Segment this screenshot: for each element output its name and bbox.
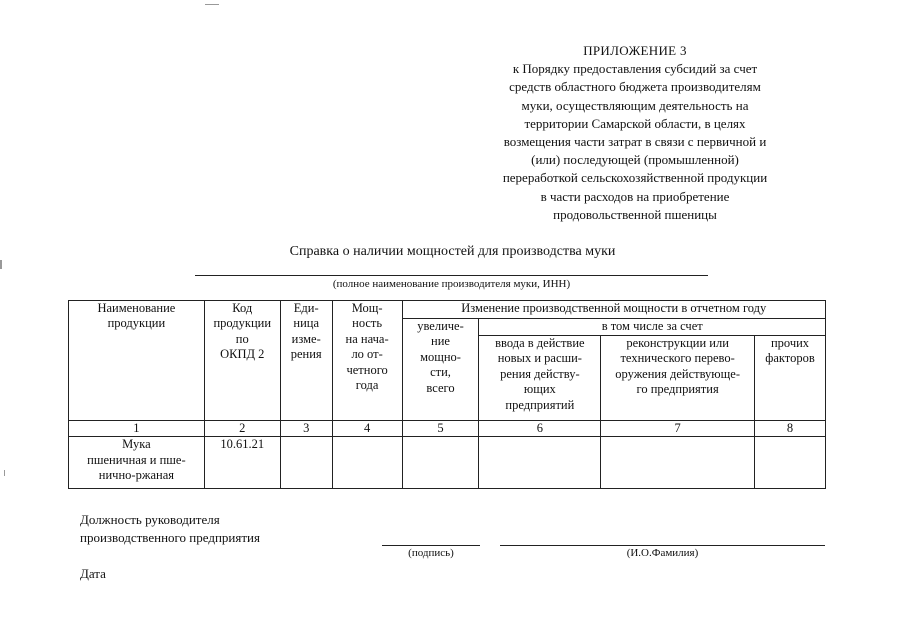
full-name-line[interactable] — [500, 545, 825, 546]
header-code: Код продукции по ОКПД 2 — [204, 301, 280, 421]
column-number: 3 — [280, 421, 332, 437]
header-change-group: Изменение производственной мощности в отчетном году — [402, 301, 825, 319]
header-increase-total: увеличе- ние мощно- сти, всего — [402, 319, 479, 421]
column-number-row — [69, 421, 826, 437]
producer-name-caption: (полное наименование производителя муки, ИНН) — [332, 278, 571, 290]
table-row — [69, 437, 826, 489]
column-number: 7 — [601, 421, 755, 437]
appendix-line: продовольственной пшеницы — [553, 206, 717, 222]
header-including: в том числе за счет — [479, 319, 826, 336]
appendix-line: к Порядку предоставления субсидий за счет — [512, 61, 758, 77]
cell-commissioning[interactable] — [479, 437, 601, 489]
capacity-table — [68, 300, 826, 489]
cell-capacity[interactable] — [332, 437, 402, 489]
cell-increase-total[interactable] — [402, 437, 479, 489]
cell-product-name: Мука пшеничная и пше- нично-ржаная — [69, 437, 205, 489]
header-other: прочих факторов — [755, 336, 826, 421]
appendix-line: муки, осуществляющим деятельность на — [521, 97, 749, 113]
appendix-line: в части расходов на приобретение — [540, 188, 730, 204]
header-reconstruction: реконструкции или технического перево- оружения действующе- го предприятия — [601, 336, 755, 421]
scan-artifact — [4, 470, 5, 476]
date-label: Дата — [80, 566, 106, 581]
producer-name-field-line[interactable] — [195, 275, 708, 276]
position-label: Должность руководителя производственного предприятия — [80, 512, 260, 545]
scan-artifact — [205, 4, 219, 5]
cell-other[interactable] — [755, 437, 826, 489]
appendix-line: (или) последующей (промышленной) — [531, 152, 739, 168]
column-number: 6 — [479, 421, 601, 437]
full-name-caption: (И.О.Фамилия) — [626, 547, 699, 559]
header-unit: Еди- ница изме- рения — [280, 301, 332, 421]
appendix-line: возмещения части затрат в связи с первичной и — [503, 134, 767, 150]
column-number: 4 — [332, 421, 402, 437]
cell-reconstruction[interactable] — [601, 437, 755, 489]
document-title: Справка о наличии мощностей для производства муки — [289, 244, 616, 259]
column-number: 5 — [402, 421, 479, 437]
header-product-name: Наименование продукции — [69, 301, 205, 421]
cell-unit[interactable] — [280, 437, 332, 489]
appendix-line: средств областного бюджета производителям — [509, 79, 761, 95]
appendix-line: территории Самарской области, в целях — [524, 115, 746, 131]
scan-artifact — [0, 260, 2, 269]
appendix-line: переработкой сельскохозяйственной продукции — [502, 170, 768, 186]
cell-code: 10.61.21 — [204, 437, 280, 489]
column-number: 1 — [69, 421, 205, 437]
appendix-title: ПРИЛОЖЕНИЕ 3 — [583, 43, 687, 58]
signature-caption: (подпись) — [408, 547, 454, 559]
column-number: 8 — [755, 421, 826, 437]
header-commissioning: ввода в действие новых и расши- рения действу- ющих предприятий — [479, 336, 601, 421]
appendix-header — [470, 42, 800, 224]
signature-line[interactable] — [382, 545, 480, 546]
column-number: 2 — [204, 421, 280, 437]
header-capacity: Мощ- ность на нача- ло от- четного года — [332, 301, 402, 421]
